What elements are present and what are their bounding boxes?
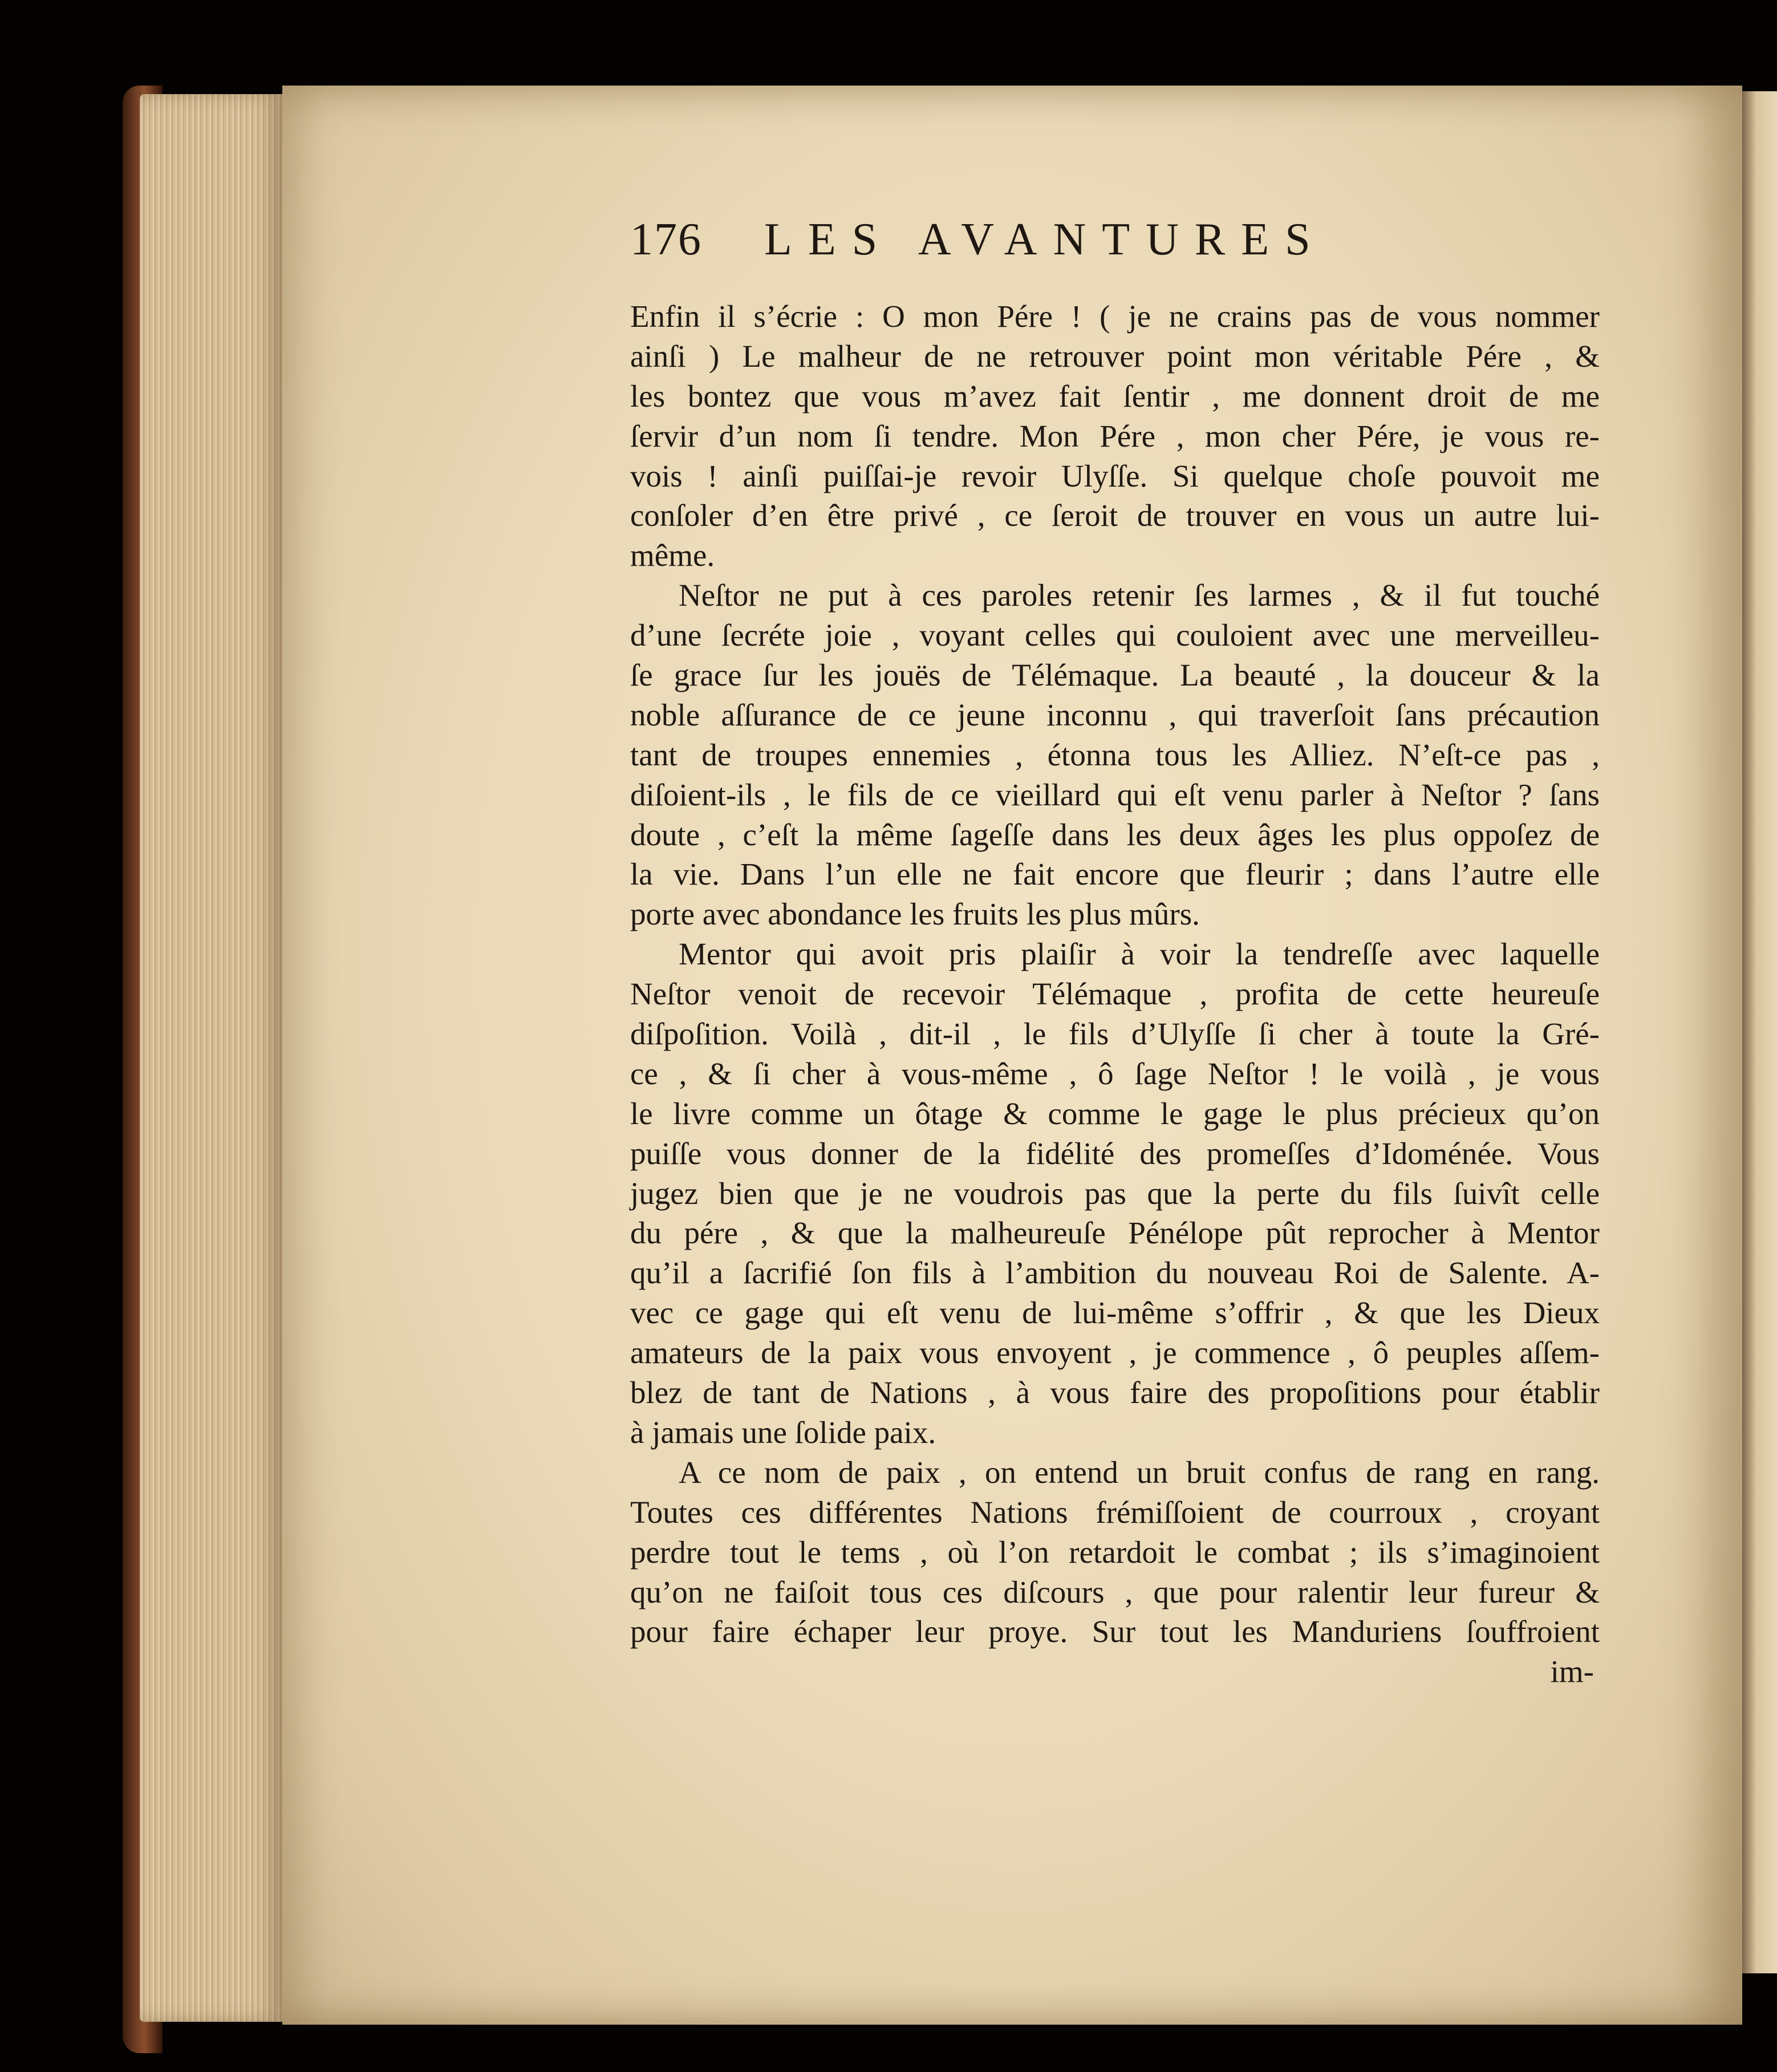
text-line: blez de tant de Nations , à vous faire des propoſitions pour établir <box>630 1375 1600 1410</box>
text-block <box>630 205 1600 1692</box>
page-number: 176 <box>630 214 702 265</box>
text-line: amateurs de la paix vous envoyent , je commence , ô peuples aſſem- <box>630 1335 1600 1370</box>
text-line: porte avec abondance les fruits les plus mûrs. <box>630 897 1200 932</box>
text-line: Mentor qui avoit pris plaiſir à voir la tendreſſe avec laquelle <box>679 936 1600 972</box>
text-line: ſervir d’un nom ſi tendre. Mon Pére , mon cher Pére, je vous re- <box>630 418 1600 453</box>
text-line: doute , c’eſt la même ſageſſe dans les deux âges les plus oppoſez de <box>630 817 1600 852</box>
catchword: im- <box>1550 1654 1594 1689</box>
running-title: LES AVANTURES <box>764 214 1326 265</box>
body-text <box>630 297 1600 1652</box>
text-line: noble aſſurance de ce jeune inconnu , qui traverſoit ſans précaution <box>630 697 1600 732</box>
text-line: même. <box>630 538 715 573</box>
text-line: diſoient-ils , le fils de ce vieillard qui eſt venu parler à Neſtor ? ſans <box>630 777 1600 812</box>
text-line: diſpoſition. Voilà , dit-il , le fils d’Ulyſſe ſi cher à toute la Gré- <box>630 1016 1600 1052</box>
text-line: le livre comme un ôtage & comme le gage le plus précieux qu’on <box>630 1096 1600 1131</box>
facing-page-edge <box>1742 91 1777 1973</box>
text-line: d’une ſecréte joie , voyant celles qui couloient avec une merveilleu- <box>630 618 1600 653</box>
text-line: ce , & ſi cher à vous-même , ô ſage Neſtor ! le voilà , je vous <box>630 1056 1600 1091</box>
page-edges <box>140 94 282 2022</box>
text-line: Toutes ces différentes Nations frémiſſoient de courroux , croyant <box>630 1494 1600 1530</box>
text-line: qu’on ne faiſoit tous ces diſcours , que pour ralentir leur fureur & <box>630 1574 1600 1609</box>
text-line: à jamais une ſolide paix. <box>630 1414 936 1450</box>
text-line: qu’il a ſacrifié ſon fils à l’ambition du nouveau Roi de Salente. A- <box>630 1255 1600 1291</box>
text-line: les bontez que vous m’avez fait ſentir , me donnent droit de me <box>630 378 1600 413</box>
text-line: conſoler d’en être privé , ce ſeroit de trouver en vous un autre lui- <box>630 498 1600 533</box>
text-line: jugez bien que je ne voudrois pas que la perte du fils ſuivît celle <box>630 1175 1600 1211</box>
page-header <box>630 205 1600 297</box>
text-line: Enfin il s’écrie : O mon Pére ! ( je ne crains pas de vous nommer <box>630 299 1600 334</box>
text-line: ſe grace ſur les jouës de Télémaque. La beauté , la douceur & la <box>630 658 1600 693</box>
text-line: vec ce gage qui eſt venu de lui-même s’offrir , & que les Dieux <box>630 1295 1600 1331</box>
text-line: tant de troupes ennemies , étonna tous les Alliez. N’eſt-ce pas , <box>630 737 1600 772</box>
text-line: du pére , & que la malheureuſe Pénélope pût reprocher à Mentor <box>630 1215 1600 1251</box>
text-line: puiſſe vous donner de la fidélité des promeſſes d’Idoménée. Vous <box>630 1136 1600 1171</box>
text-line: Neſtor ne put à ces paroles retenir ſes larmes , & il fut touché <box>679 578 1600 613</box>
text-line: Neſtor venoit de recevoir Télémaque , profita de cette heureuſe <box>630 976 1600 1012</box>
text-line: la vie. Dans l’un elle ne fait encore que fleurir ; dans l’autre elle <box>630 857 1600 892</box>
text-line: perdre tout le tems , où l’on retardoit le combat ; ils s’imaginoient <box>630 1534 1600 1570</box>
text-line: A ce nom de paix , on entend un bruit confus de rang en rang. <box>679 1454 1600 1490</box>
text-line: pour faire échaper leur proye. Sur tout les Manduriens ſouffroient <box>630 1614 1600 1649</box>
text-line: vois ! ainſi puiſſai-je revoir Ulyſſe. Si quelque choſe pouvoit me <box>630 458 1600 493</box>
text-line: ainſi ) Le malheur de ne retrouver point mon véritable Pére , & <box>630 338 1600 374</box>
